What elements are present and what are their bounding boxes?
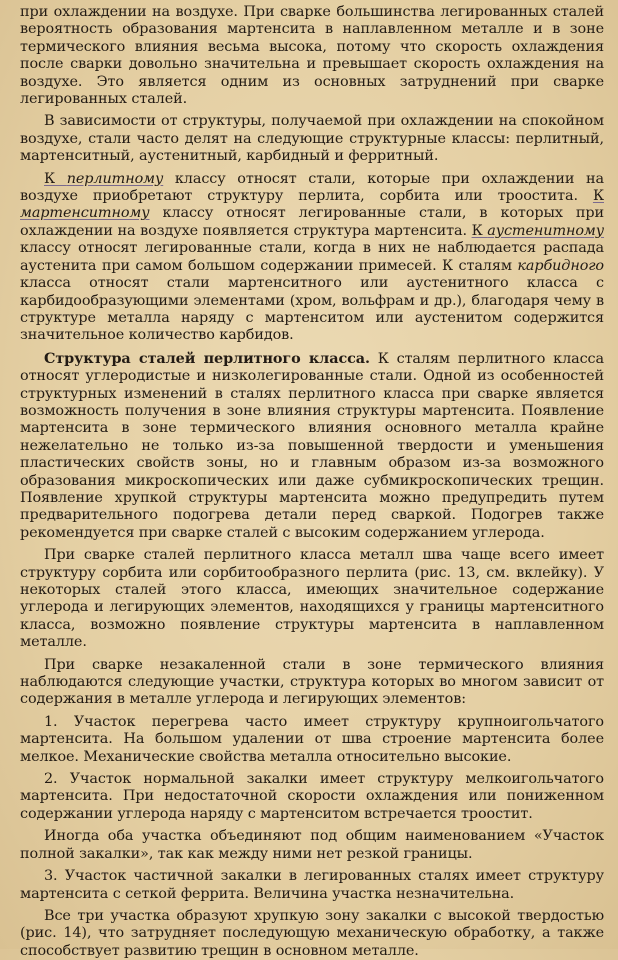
paragraph-classes: В зависимости от структуры, получаемой при охлаждении на спокойном воздухе, стали часто делят на следующие структурные классы: перлитный, мартенситный, аустенитный, карбидный и ферритный. bbox=[20, 113, 604, 165]
list-item-1: 1. Участок перегрева часто имеет структуру крупноигольчатого мартенсита. На большом удалении от шва строение мартенсита более мелкое. Механические свойства металла относительно высокие. bbox=[20, 713, 604, 765]
definition-text-1: классу относят стали, которые при охлаждении на воздухе приобретают структуру перлита, сорбита или троостита. bbox=[20, 170, 604, 205]
term-perlitnomu: перлитному bbox=[66, 170, 164, 187]
term-austenitnomu: аустенитному bbox=[487, 222, 605, 239]
paragraph-weld-metal: При сварке сталей перлитного класса металл шва чаще всего имеет структуру сорбита или сорбитообразного перлита (рис. 13, см. вклейку). У некоторых сталей этого класса, имеющих значительное содержание углерода и легирующих элементов, находящихся у границы мартенситного класса, возможно появление структуры мартенсита в наплавленном металле. bbox=[20, 547, 604, 651]
underlined-k-3: К bbox=[471, 222, 488, 239]
list-item-2: 2. Участок нормальной закалки имеет структуру мелкоигольчатого мартенсита. При недостаточной скорости охлаждения или пониженном содержании углерода наряду с мартенситом встречается троостит. bbox=[20, 771, 604, 822]
paragraph-heat-zone: При сварке незакаленной стали в зоне термического влияния наблюдаются следующие участки, структура которых во многом зависит от содержания в металле углерода и легирующих элементов: bbox=[20, 656, 604, 708]
definition-text-2: классу относят легированные стали, в которых при охлаждении на воздухе появляется структура мартенсита. bbox=[20, 205, 604, 239]
paragraph-class-definitions bbox=[20, 171, 604, 345]
section-heading: Структура сталей перлитного класса. bbox=[44, 349, 370, 367]
underlined-k-1: К bbox=[44, 170, 67, 187]
section-body: К сталям перлитного класса относят углеродистые и низколегированные стали. Одной из особенностей структурных изменений в сталях перлитного класса при сварке является возможность получения в зоне влияния структуры мартенсита. Появление мартенсита в зоне термического влияния основного металла крайне нежелательно не только из-за повышенной твердости и уменьшения пластических свойств зоны, но и главным образом из-за возможного образования микроскопических или даже субмикроскопических трещин. Появление хрупкой структуры мартенсита можно предупредить путем предварительного подогрева детали перед сваркой. Подогрев также рекомендуется при сварке сталей с высоким содержанием углерода. bbox=[20, 350, 604, 541]
term-martensitnomu: мартенситному bbox=[20, 205, 150, 222]
term-karbidnogo: карбидного bbox=[517, 257, 604, 274]
paragraph-perlitic-structure bbox=[20, 350, 604, 542]
paragraph-intro: при охлаждении на воздухе. При сварке большинства легированных сталей вероятность образования мартенсита в наплавленном металле и в зоне термического влияния весьма высока, потому что скорость охлаждения после сварки довольно значительна и превышает скорость охлаждения на воздухе. Это является одним из основных затруднений при сварке легированных сталей. bbox=[20, 4, 604, 108]
definition-text-3: классу относят легированные стали, когда в них не наблюдается распада аустенита при самом большом содержании примесей. К сталям bbox=[20, 240, 604, 274]
underlined-k-2: К bbox=[592, 188, 604, 205]
list-item-3: 3. Участок частичной закалки в легированных сталях имеет структуру мартенсита с сеткой феррита. Величина участка незначительна. bbox=[20, 868, 604, 902]
paragraph-full-hardening: Иногда оба участка объединяют под общим наименованием «Участок полной закалки», так как между ними нет резкой границы. bbox=[20, 828, 604, 862]
definition-text-4: класса относят стали мартенситного или аустенитного класса с карбидообразующими элементами (хром, вольфрам и др.), благодаря чему в структуре металла наряду с мартенситом или аустенитом содержится значительное количество карбидов. bbox=[20, 275, 604, 344]
paragraph-conclusion: Все три участка образуют хрупкую зону закалки с высокой твердостью (рис. 14), что затрудняет последующую механическую обработку, а также способствует развитию трещин в основном металле. bbox=[20, 907, 604, 959]
